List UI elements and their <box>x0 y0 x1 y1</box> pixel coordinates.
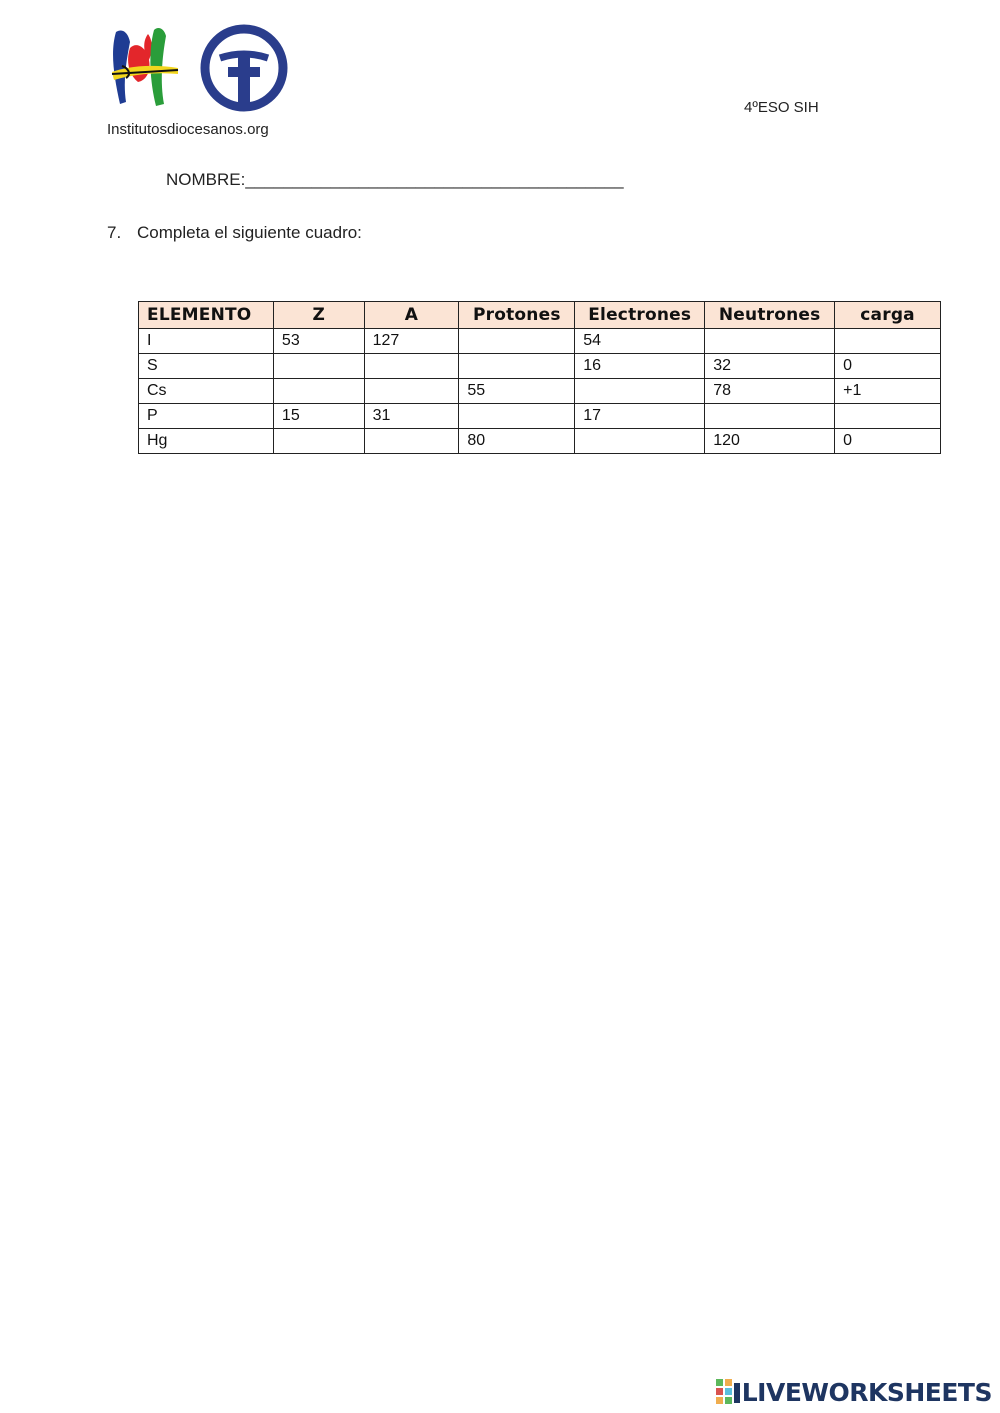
column-header-electrones: Electrones <box>575 302 705 329</box>
liveworksheets-wordmark: LIVEWORKSHEETS <box>741 1377 992 1407</box>
column-header-protones: Protones <box>459 302 575 329</box>
cell-a-input[interactable] <box>364 354 459 379</box>
element-table <box>138 301 941 454</box>
cell-z: 53 <box>273 329 364 354</box>
cell-elemento: Cs <box>139 379 274 404</box>
cell-a-input[interactable] <box>364 379 459 404</box>
cell-carga-input[interactable] <box>835 329 941 354</box>
cell-electrones: 54 <box>575 329 705 354</box>
question-number: 7. <box>107 223 122 242</box>
cell-protones: 55 <box>459 379 575 404</box>
school-logos <box>108 22 298 117</box>
table-row <box>139 354 941 379</box>
column-header-a: A <box>364 302 459 329</box>
cell-neutrones-input[interactable] <box>705 404 835 429</box>
cell-protones-input[interactable] <box>459 354 575 379</box>
cell-carga-input[interactable] <box>835 404 941 429</box>
table-header-row <box>139 302 941 329</box>
course-label: 4ºESO SIH <box>744 99 819 116</box>
cross-circle-logo <box>205 29 283 107</box>
table-row <box>139 404 941 429</box>
cell-neutrones: 120 <box>705 429 835 454</box>
cell-elemento: S <box>139 354 274 379</box>
website-label: Institutosdiocesanos.org <box>107 121 269 138</box>
cell-a: 31 <box>364 404 459 429</box>
column-header-elemento: ELEMENTO <box>139 302 274 329</box>
cell-carga: 0 <box>835 354 941 379</box>
column-header-neutrones: Neutrones <box>705 302 835 329</box>
cell-protones: 80 <box>459 429 575 454</box>
table-row <box>139 379 941 404</box>
cell-protones-input[interactable] <box>459 404 575 429</box>
cell-electrones-input[interactable] <box>575 429 705 454</box>
cell-neutrones: 78 <box>705 379 835 404</box>
nombre-field[interactable]: NOMBRE:________________________________________ <box>166 170 624 189</box>
cell-neutrones: 32 <box>705 354 835 379</box>
cell-carga: +1 <box>835 379 941 404</box>
cell-protones-input[interactable] <box>459 329 575 354</box>
cell-electrones: 16 <box>575 354 705 379</box>
column-header-z: Z <box>273 302 364 329</box>
logo-graphic <box>108 22 298 117</box>
cell-electrones-input[interactable] <box>575 379 705 404</box>
question-text: Completa el siguiente cuadro: <box>137 223 362 242</box>
column-header-carga: carga <box>835 302 941 329</box>
cell-elemento: Hg <box>139 429 274 454</box>
cell-z: 15 <box>273 404 364 429</box>
cell-a: 127 <box>364 329 459 354</box>
brush-h-logo <box>112 28 178 106</box>
cell-neutrones-input[interactable] <box>705 329 835 354</box>
cell-z-input[interactable] <box>273 379 364 404</box>
cell-z-input[interactable] <box>273 354 364 379</box>
cell-z-input[interactable] <box>273 429 364 454</box>
cell-electrones: 17 <box>575 404 705 429</box>
table-row <box>139 329 941 354</box>
liveworksheets-logo-icon <box>716 1379 742 1405</box>
table-row <box>139 429 941 454</box>
liveworksheets-brand <box>716 1377 992 1407</box>
cell-a-input[interactable] <box>364 429 459 454</box>
cell-carga: 0 <box>835 429 941 454</box>
cell-elemento: P <box>139 404 274 429</box>
question-heading <box>107 223 362 243</box>
cell-elemento: I <box>139 329 274 354</box>
